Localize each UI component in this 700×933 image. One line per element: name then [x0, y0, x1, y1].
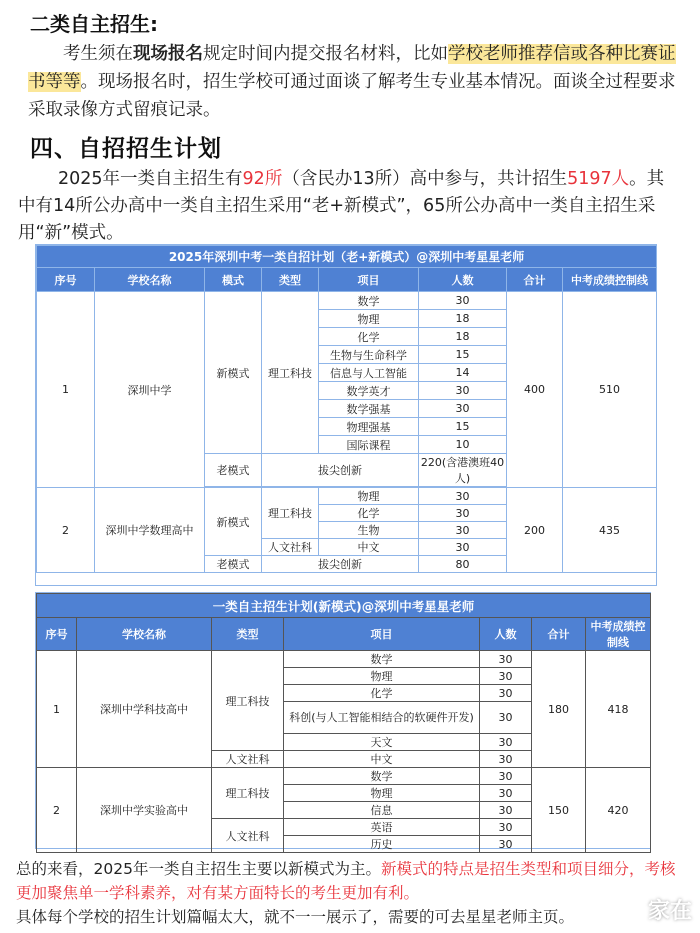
- school-name: 深圳中学实验高中: [77, 768, 212, 853]
- text: 2025年一类自主招生有: [58, 169, 243, 189]
- text: 具体每个学校的招生计划篇幅太大，就不一一展示了，需要的可去星星老师主页。: [16, 908, 575, 926]
- type: 理工科技: [262, 488, 319, 539]
- item: 数学英才: [319, 382, 419, 400]
- red-text: 新模式的特点是招生类型和项目细分，考核更加聚焦单一学科素养，对有某方面特长的考生更加有利。: [16, 860, 676, 902]
- count: 30: [480, 785, 532, 802]
- row-number: 1: [37, 292, 95, 488]
- col-header: 类型: [212, 618, 284, 651]
- mode: 新模式: [205, 292, 262, 454]
- type: 理工科技: [212, 651, 284, 751]
- count: 30: [480, 836, 532, 853]
- col-header: 学校名称: [77, 618, 212, 651]
- score-line: 435: [563, 488, 657, 573]
- count: 30: [480, 651, 532, 668]
- section-heading-4: 四、自招招生计划: [30, 136, 222, 162]
- red-text: 5197人: [567, 169, 630, 189]
- col-header: 人数: [419, 268, 507, 292]
- count: 30: [419, 382, 507, 400]
- item: 拔尖创新: [262, 454, 419, 487]
- highlight-text: 学校老师推荐信或各种比赛证书等等: [28, 44, 676, 92]
- count: 18: [419, 328, 507, 346]
- text: （含民办13所）高中参与，共计招生: [282, 169, 568, 189]
- count: 30: [419, 505, 507, 522]
- item: 生物: [319, 522, 419, 539]
- count: 10: [419, 436, 507, 454]
- school-name: 深圳中学科技高中: [77, 651, 212, 768]
- text: 总的来看，2025年一类自主招生主要以新模式为主。: [16, 860, 381, 878]
- col-header: 中考成绩控制线: [563, 268, 657, 292]
- count: 18: [419, 310, 507, 328]
- total: 200: [507, 488, 563, 573]
- plan-table-new: [35, 592, 651, 849]
- col-header: 人数: [480, 618, 532, 651]
- item: 数学: [319, 292, 419, 310]
- item: 历史: [284, 836, 480, 853]
- item: 物理: [284, 785, 480, 802]
- col-header: 序号: [37, 268, 95, 292]
- count: 220(含港澳班40人): [419, 454, 507, 487]
- count: 30: [419, 522, 507, 539]
- item: 物理: [319, 488, 419, 505]
- table1: [36, 245, 657, 573]
- mode: 老模式: [205, 454, 262, 487]
- item: 数学: [284, 651, 480, 668]
- item: 化学: [284, 685, 480, 702]
- section4-paragraph: [18, 166, 678, 247]
- item: 中文: [319, 539, 419, 556]
- count: 30: [480, 768, 532, 785]
- table1-title: 2025年深圳中考一类自招计划（老+新模式）@深圳中考星星老师: [37, 246, 657, 268]
- total: 180: [532, 651, 586, 768]
- col-header: 类型: [262, 268, 319, 292]
- item: 中文: [284, 751, 480, 768]
- count: 14: [419, 364, 507, 382]
- type: 人文社科: [212, 751, 284, 768]
- score-line: 420: [586, 768, 651, 853]
- item: 英语: [284, 819, 480, 836]
- item: 物理: [319, 310, 419, 328]
- col-header: 项目: [319, 268, 419, 292]
- count: 30: [480, 819, 532, 836]
- count: 30: [480, 668, 532, 685]
- count: 30: [480, 685, 532, 702]
- count: 30: [419, 292, 507, 310]
- table2-title: 一类自主招生计划(新模式)@深圳中考星星老师: [37, 594, 651, 618]
- count: 30: [480, 802, 532, 819]
- item: 生物与生命科学: [319, 346, 419, 364]
- count: 30: [480, 702, 532, 734]
- row-number: 2: [37, 488, 95, 573]
- item: 化学: [319, 328, 419, 346]
- watermark: 家在: [647, 899, 692, 924]
- col-header: 中考成绩控制线: [586, 618, 651, 651]
- score-line: 418: [586, 651, 651, 768]
- section-heading-2: 二类自主招生:: [30, 12, 158, 36]
- item: 物理强基: [319, 418, 419, 436]
- plan-table-old-new: [35, 244, 657, 586]
- school-name: 深圳中学数理高中: [95, 488, 205, 573]
- item: 科创(与人工智能相结合的软硬件开发): [284, 702, 480, 734]
- score-line: 510: [563, 292, 657, 488]
- text: 考生须在: [63, 44, 133, 64]
- mode: 新模式: [205, 488, 262, 556]
- mode: 老模式: [205, 556, 262, 573]
- total: 150: [532, 768, 586, 853]
- item: 物理: [284, 668, 480, 685]
- summary-paragraph: [16, 857, 686, 929]
- section2-paragraph: [28, 40, 676, 124]
- col-header: 模式: [205, 268, 262, 292]
- type: 人文社科: [262, 539, 319, 556]
- item: 数学强基: [319, 400, 419, 418]
- bold-text: 现场报名: [133, 44, 203, 64]
- text: 规定时间内提交报名材料，比如: [203, 44, 448, 64]
- col-header: 项目: [284, 618, 480, 651]
- count: 30: [419, 488, 507, 505]
- count: 30: [480, 734, 532, 751]
- item: 拔尖创新: [262, 556, 419, 573]
- item: 天文: [284, 734, 480, 751]
- item: 信息与人工智能: [319, 364, 419, 382]
- type: 理工科技: [262, 292, 319, 454]
- count: 15: [419, 346, 507, 364]
- col-header: 序号: [37, 618, 77, 651]
- count: 30: [419, 539, 507, 556]
- type: 理工科技: [212, 768, 284, 819]
- total: 400: [507, 292, 563, 488]
- item: 数学: [284, 768, 480, 785]
- count: 15: [419, 418, 507, 436]
- count: 80: [419, 556, 507, 573]
- school-name: 深圳中学: [95, 292, 205, 488]
- count: 30: [480, 751, 532, 768]
- item: 国际课程: [319, 436, 419, 454]
- text: 。现场报名时，招生学校可通过面谈了解考生专业基本情况。面谈全过程要求采取录像方式留痕记录。: [28, 72, 676, 120]
- text: 。其中有14所公办高中一类自主招生采用“老+新模式”，65所公办高中一类自主招生采用“新”模式。: [18, 169, 665, 243]
- item: 信息: [284, 802, 480, 819]
- type: 人文社科: [212, 819, 284, 853]
- col-header: 合计: [532, 618, 586, 651]
- red-text: 92所: [242, 169, 283, 189]
- row-number: 1: [37, 651, 77, 768]
- table2: [36, 593, 651, 853]
- col-header: 学校名称: [95, 268, 205, 292]
- col-header: 合计: [507, 268, 563, 292]
- row-number: 2: [37, 768, 77, 853]
- item: 化学: [319, 505, 419, 522]
- count: 30: [419, 400, 507, 418]
